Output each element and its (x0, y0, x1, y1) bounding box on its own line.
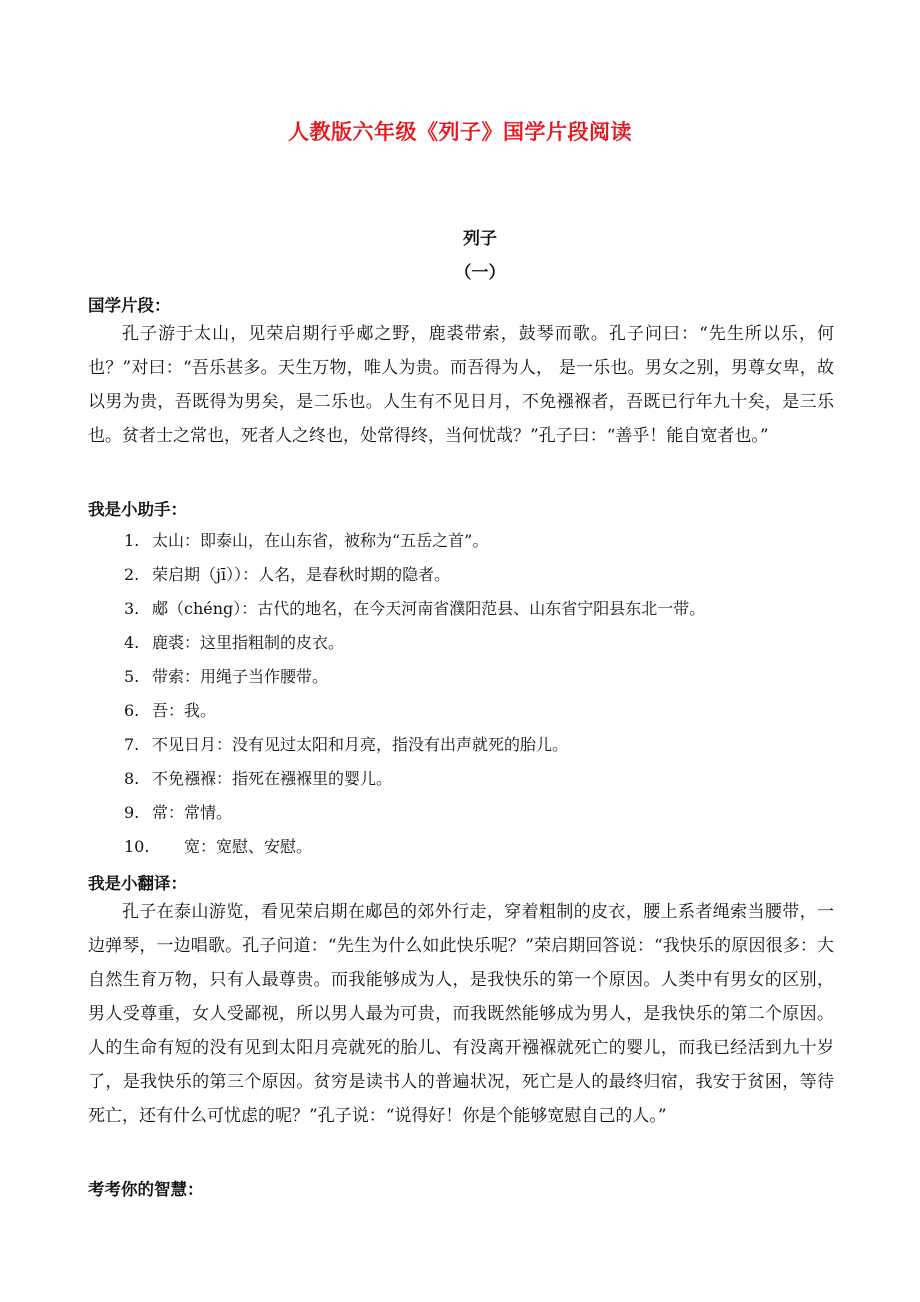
note-item (124, 830, 705, 864)
note-item (124, 762, 705, 796)
section-number: （一） (454, 263, 506, 283)
note-number: 8. (124, 769, 140, 788)
note-text: 鹿裘：这里指粗制的皮衣。 (152, 633, 345, 652)
note-number: 10. (124, 837, 150, 856)
note-text: 带索：用绳子当作腰带。 (152, 667, 329, 686)
note-number: 6. (124, 701, 140, 720)
note-number: 1. (124, 531, 140, 550)
translation-paragraph: 孔子在泰山游览，看见荣启期在郕邑的郊外行走，穿着粗制的皮衣，腰上系者绳索当腰带，一边弹琴，一边唱歌。孔子问道：“先生为什么如此快乐呢？”荣启期回答说：“我快乐的原因很多：大自然生育万物，只有人最尊贵。而我能够成为人，是我快乐的第一个原因。人类中有男女的区别，男人受尊重，女人受鄙视，所以男人最为可贵，而我既然能够成为男人，是我快乐的第二个原因。人的生命有短的没有见到太阳月亮就死的胎儿、有没离开襁褓就死亡的婴儿，而我已经活到九十岁了，是我快乐的第三个原因。贫穷是读书人的普遍状况，死亡是人的最终归宿，我安于贫困，等待死亡，还有什么可忧虑的呢？”孔子说：“说得好！你是个能够宽慰自己的人。” (88, 902, 834, 1126)
note-text: 宽：宽慰、安慰。 (184, 837, 313, 856)
note-text: 太山：即泰山，在山东省，被称为“五岳之首”。 (152, 531, 489, 550)
note-number: 5. (124, 667, 140, 686)
note-item (124, 626, 705, 660)
note-item (124, 796, 705, 830)
note-text: 郕（chéng）：古代的地名，在今天河南省濮阳范县、山东省宁阳县东北一带。 (152, 599, 706, 618)
note-text: 常：常情。 (152, 803, 233, 822)
document-title: 人教版六年级《列子》国学片段阅读 (288, 120, 632, 144)
note-number: 4. (124, 633, 140, 652)
quiz-heading: 考考你的智慧： (88, 1180, 204, 1199)
note-item (124, 694, 705, 728)
notes-list (124, 524, 705, 864)
helper-heading: 我是小助手： (88, 500, 187, 519)
note-number: 7. (124, 735, 140, 754)
note-text: 荣启期（jī））：人名，是春秋时期的隐者。 (152, 565, 451, 584)
note-text: 吾：我。 (152, 701, 217, 720)
note-number: 3. (124, 599, 140, 618)
note-text: 不见日月：没有见过太阳和月亮，指没有出声就死的胎儿。 (152, 735, 569, 754)
excerpt-paragraph: 孔子游于太山，见荣启期行乎郕之野，鹿裘带索，鼓琴而歌。孔子问曰：“先生所以乐，何也？”对曰：“吾乐甚多。天生万物，唯人为贵。而吾得为人， 是一乐也。男女之别，男尊女卑，故以男为贵，吾既得为男矣，是二乐也。人生有不见日月，不免襁褓者，吾既已行年九十矣，是三乐也。贫者士之常也，死者人之终也，处常得终，当何忧哉？”孔子曰：“善乎！能自宽者也。” (88, 324, 834, 446)
section-name: 列子 (463, 229, 497, 249)
note-item (124, 524, 705, 558)
note-item (124, 592, 705, 626)
excerpt-heading: 国学片段： (88, 296, 171, 315)
note-item (124, 558, 705, 592)
note-number: 9. (124, 803, 140, 822)
note-text: 不免襁褓：指死在襁褓里的婴儿。 (152, 769, 393, 788)
note-item (124, 728, 705, 762)
note-item (124, 660, 705, 694)
translator-heading: 我是小翻译： (88, 874, 187, 893)
note-number: 2. (124, 565, 140, 584)
